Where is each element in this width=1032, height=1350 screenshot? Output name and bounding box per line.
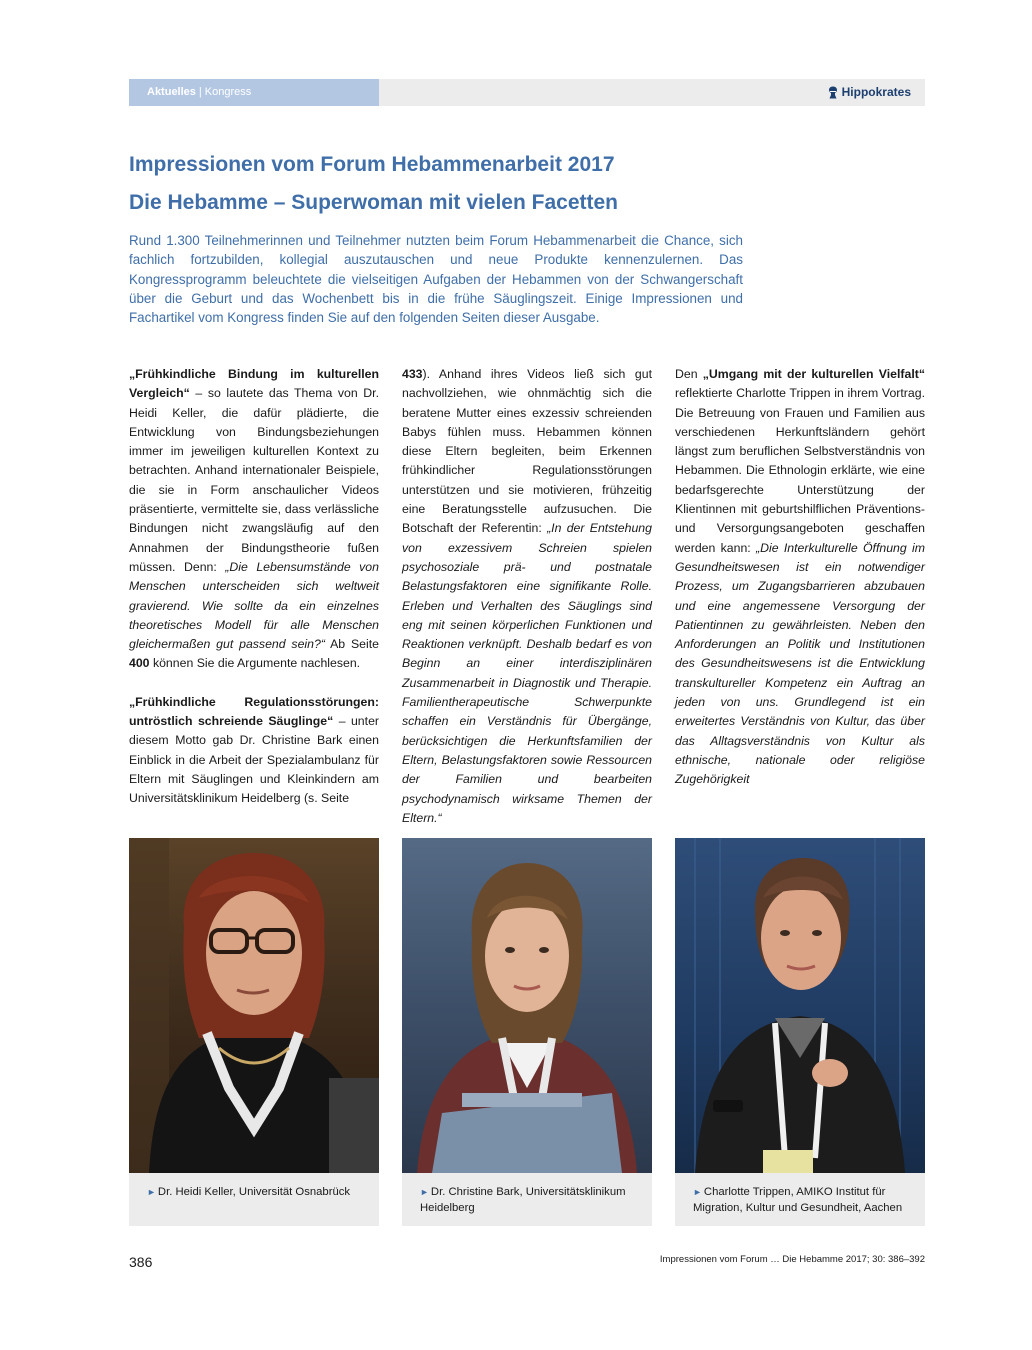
title-line-2: Die Hebamme – Superwoman mit vielen Facetten: [129, 191, 618, 214]
body-text: – unter diesem Motto gab Dr. Christine Bark einen Einblick in die Arbeit der Spezialambulanz für Eltern mit Säuglingen und Kleinkindern am Universitätsklinikum Heidelberg (s. Seite: [129, 714, 379, 806]
citation: Impressionen vom Forum … Die Hebamme 2017; 30: 386–392: [659, 1254, 925, 1265]
caption-text: Dr. Christine Bark, Universitätsklinikum Heidelberg: [420, 1186, 626, 1214]
topic-heading-vielfalt: „Umgang mit der kulturellen Vielfalt“: [702, 367, 925, 381]
caption-arrow-icon: ►: [147, 1187, 156, 1197]
caption-text: Charlotte Trippen, AMIKO Institut für Migration, Kultur und Gesundheit, Aachen: [693, 1186, 903, 1214]
lead-paragraph: Rund 1.300 Teilnehmerinnen und Teilnehmer nutzten beim Forum Hebammenarbeit die Chance, sich fachlich fortzubilden, kollegial auszutauschen und neue Produkte kennenzulernen. Das Kongressprogramm beleuchtete die vielseitigen Aufgaben der Hebammen von der Schwangerschaft über die Geburt und das Wochenbett bis in die frühe Säuglingszeit. Einige Impressionen und Fachartikel vom Kongress finden Sie auf den folgenden Seiten dieser Ausgabe.: [129, 233, 743, 326]
text-column-1: [129, 365, 379, 809]
hippokrates-logo-icon: [828, 86, 838, 99]
photo-christine-bark: [402, 838, 652, 1173]
body-text: Ab Seite: [324, 637, 379, 652]
caption-arrow-icon: ►: [420, 1187, 429, 1197]
paragraph-bindung: [129, 365, 379, 674]
section-label: Aktuelles: [147, 86, 196, 98]
body-text: – so lautete das Thema von Dr. Heidi Keller, die dafür plädierte, die Entwicklung von Bindungsbeziehungen immer im jeweiligen kulturellen Kontext zu betrachten. Anhand internationaler Beispiele, die sie in Form anschaulicher Videos präsentierte, vermittelte sie, dass verlässliche Bindungen nicht zwangsläufig auf den Annahmen der Bindungstheorie fußen müssen. Denn:: [129, 386, 379, 574]
paragraph-vielfalt: [675, 365, 925, 790]
quote-bark: „In der Entstehung von exzessivem Schreien spielen psychosoziale prä- und postnatale Belastungsfaktoren eine signifikante Rolle. Erleben und Verhalten des Säuglings sind eng mit seinen körperlichen Funktionen und Reaktionen verknüpft. Deshalb bedarf es von Beginn an einer interdisziplinären Zusammenarbeit in Diagnostik und Therapie. Familientherapeutische Schwerpunkte schaffen ein Verständnis für Übergänge, berücksichtigen die Herkunftsfamilien der Eltern, Belastungsfaktoren sowie Ressourcen der Familien und bearbeiten psychodynamisch wirksame Themen der Eltern.“: [402, 521, 652, 825]
topic-heading-bindung: „Frühkindliche Bindung im kulturellen Vergleich“: [129, 367, 379, 401]
section-separator: |: [198, 86, 202, 98]
body-text: reflektierte Charlotte Trippen in ihrem Vortrag. Die Betreuung von Frauen und Familien aus verschiedenen Herkunftsländern gehört längst zum beruflichen Selbstverständnis von Hebammen. Die Ethnologin erklärte, wie eine bedarfsgerechte Unterstützung der Klientinnen mit geburtshilflichen Präventions- und Versorgungsangeboten geschaffen werden kann:: [675, 386, 925, 555]
subsection-label: Kongress: [204, 86, 252, 98]
page-number: 386: [129, 1254, 153, 1270]
body-text: Den: [675, 367, 703, 381]
photo-heidi-keller: [129, 838, 379, 1173]
photo-caption-1: [129, 1173, 379, 1226]
text-column-3: [675, 365, 925, 790]
topic-heading-regulation: „Frühkindliche Regulationsstörungen: untröstlich schreiende Säuglinge“: [129, 694, 379, 729]
photo-caption-3: [675, 1173, 925, 1226]
quote-keller: „Die Lebensumstände von Menschen unterscheiden sich weltweit gravierend. Wie sollte da ein einzelnes theoretisches Modell für alle Menschen gleichermaßen gut passend sein?“: [129, 559, 379, 652]
publisher-brand: [828, 79, 911, 106]
caption-arrow-icon: ►: [693, 1187, 702, 1197]
text-column-2: [402, 365, 652, 828]
running-header: [129, 79, 925, 106]
page-reference: 400: [129, 656, 150, 671]
photo-charlotte-trippen: [675, 838, 925, 1173]
body-text: ). Anhand ihres Videos ließ sich gut nachvollziehen, wie ohnmächtig sich die beratene Mutter eines exzessiv schreienden Babys fühlen muss. Hebammen können diese Eltern begleiten, beim Erkennen frühkindlicher Regulationsstörungen unterstützen und sie motivieren, frühzeitig eine Beratungsstelle aufzusuchen. Die Botschaft der Referentin:: [402, 367, 652, 536]
article-title: [129, 146, 889, 222]
photo-caption-2: [402, 1173, 652, 1226]
title-line-1: Impressionen vom Forum Hebammenarbeit 2017: [129, 153, 615, 176]
quote-trippen: „Die Interkulturelle Öffnung im Gesundheitswesen ist ein notwendiger Prozess, um Zugangsbarrieren abzubauen und eine angemessene Versorgung der Patientinnen zu gewährleisten. Neben den Anforderungen an Politik und Institutionen des Gesundheitswesens ist die Entwicklung transkultureller Kompetenz ein Auftrag an jeden von uns. Grundlegend ist ein erweitertes Verständnis von Kultur, das über das Alltagsverständnis von Kultur als ethnische, nationale oder religiöse Zugehörigkeit: [675, 540, 926, 787]
brand-name: Hippokrates: [841, 85, 911, 99]
page-reference: 433: [402, 367, 423, 381]
body-text: können Sie die Argumente nachlesen.: [149, 656, 361, 671]
caption-text: Dr. Heidi Keller, Universität Osnabrück: [157, 1186, 351, 1198]
paragraph-bark: [402, 365, 652, 828]
paragraph-regulation: [129, 693, 379, 809]
section-tab: [129, 79, 379, 106]
